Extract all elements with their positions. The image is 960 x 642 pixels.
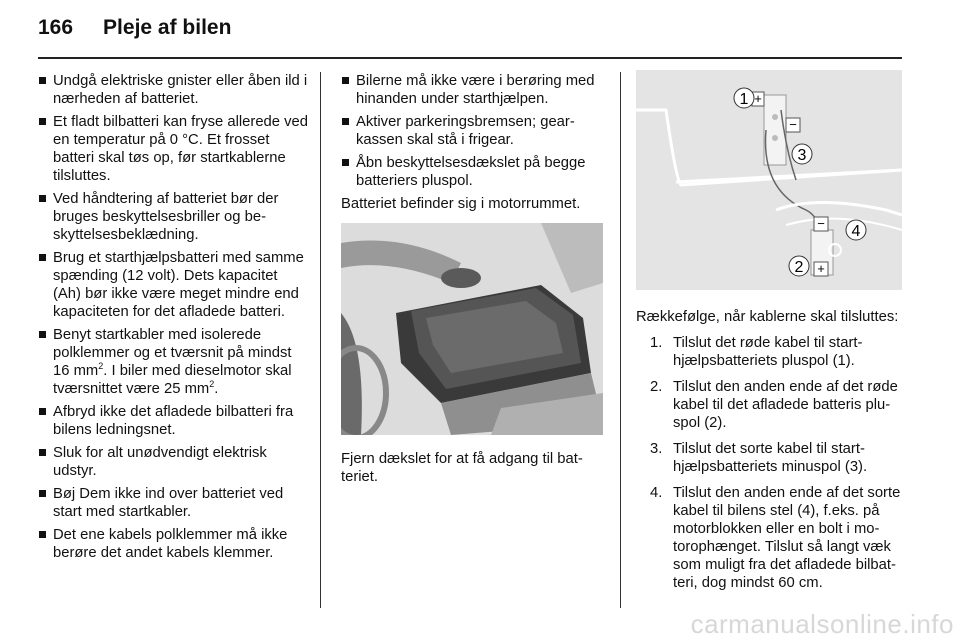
step-text: Tilslut den anden ende af det røde kabel til det afladede batteris pluspol (2). [673, 379, 898, 431]
photo-caption: Fjern dækslet for at få adgang til batteriet. [341, 451, 583, 485]
column-1 [38, 72, 308, 567]
bullet-item: Det ene kabels polklemmer må ikke berøre det andet kabels klemmer. [38, 526, 308, 562]
column-divider [620, 72, 621, 608]
plus-symbol: + [817, 261, 825, 276]
step-text: Tilslut den anden ende af det sorte kabel til bilens stel (4), f.eks. på motorblokken eller en bolt i motorophænget. Tilslut så langt væk som muligt fra det afladede bilbatteri, dog mindst 60 cm. [673, 485, 901, 591]
plus-symbol: + [754, 91, 762, 106]
superscript: 2 [98, 361, 104, 372]
column-3 [636, 72, 902, 600]
bullet-item: Sluk for alt unødvendigt elektrisk udstyr. [38, 444, 308, 480]
minus-symbol: − [789, 117, 797, 132]
header-rule [38, 57, 902, 59]
step-item [636, 440, 902, 476]
sequence-intro: Rækkefølge, når kablerne skal tilsluttes: [636, 309, 899, 325]
bullet-item: Et fladt bilbatteri kan fryse allerede ved en temperatur på 0 °C. Et frosset batteri skal tøs op, før startkablerne tilsluttes. [38, 113, 308, 185]
step-number: 1. [650, 335, 663, 351]
cable-text-b: . I biler med dieselmotor skal tværsnittet være 25 mm [53, 363, 292, 397]
location-text: Batteriet befinder sig i motorrummet. [341, 196, 581, 212]
callout-3: 3 [797, 147, 807, 164]
bullet-item: Åbn beskyttelsesdækslet på begge batteriers pluspol. [341, 154, 603, 190]
page-title: Pleje af bilen [103, 16, 232, 39]
superscript: 2 [209, 379, 215, 390]
callout-1: 1 [739, 91, 749, 108]
bullet-item: Brug et starthjælpsbatteri med samme spænding (12 volt). Dets kapacitet (Ah) bør ikke være meget mindre end kapaciteten for det afladede batteri. [38, 249, 308, 321]
column-2 [341, 72, 603, 486]
callout-2: 2 [794, 259, 804, 276]
minus-symbol: − [817, 216, 825, 231]
step-number: 4. [650, 485, 663, 501]
bullet-item: Bøj Dem ikke ind over batteriet ved start med startkabler. [38, 485, 308, 521]
step-item [636, 334, 902, 370]
cable-text-c: . [214, 381, 219, 397]
page-number: 166 [38, 16, 74, 39]
callout-4: 4 [851, 223, 861, 240]
steps-list [636, 334, 902, 592]
bullet-item: Bilerne må ikke være i berøring med hinanden under starthjælpen. [341, 72, 603, 108]
column-divider [320, 72, 321, 608]
step-text: Tilslut det røde kabel til starthjælpsbatteriets pluspol (1). [673, 335, 863, 369]
page-header [38, 16, 231, 40]
battery-photo [341, 223, 603, 435]
bullet-item: Afbryd ikke det afladede bilbatteri fra bilens ledningsnet. [38, 403, 308, 439]
bullet-item: Undgå elektriske gnister eller åben ild i nærheden af batteriet. [38, 72, 308, 108]
bullet-item: Ved håndtering af batteriet bør der bruges beskyttelsesbriller og beskyttelsesbeklædning. [38, 190, 308, 244]
step-text: Tilslut det sorte kabel til starthjælpsbatteriets minuspol (3). [673, 441, 868, 475]
bullet-item-cable [38, 326, 308, 398]
step-item [636, 484, 902, 592]
cable-text-a: Benyt startkabler med isolerede polklemmer og et tværsnit på mindst 16 mm [53, 327, 292, 379]
jump-start-diagram [636, 70, 902, 290]
bullet-item: Aktiver parkeringsbremsen; gearkassen skal stå i frigear. [341, 113, 603, 149]
step-item [636, 378, 902, 432]
step-number: 3. [650, 441, 663, 457]
step-number: 2. [650, 379, 663, 395]
watermark: carmanualsonline.info [690, 609, 954, 639]
